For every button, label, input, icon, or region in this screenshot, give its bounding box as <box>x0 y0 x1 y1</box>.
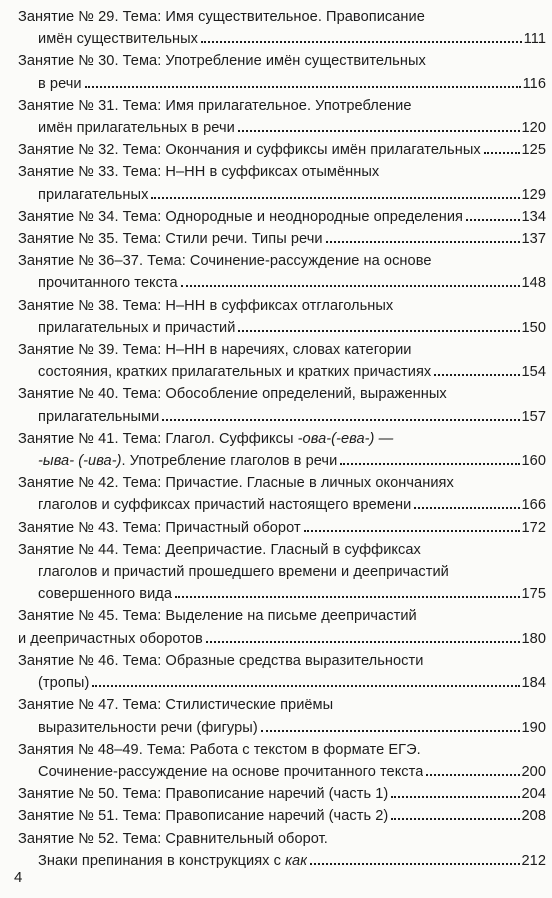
toc-entry-43[interactable] <box>18 517 546 539</box>
toc-entry-30[interactable] <box>18 50 546 94</box>
toc-page-number: 184 <box>521 675 546 692</box>
toc-entry-title-cont <box>38 850 307 872</box>
toc-entry-29[interactable] <box>18 6 546 50</box>
word-italic-kak: как <box>285 852 308 869</box>
toc-entry-title: Занятие № 44. Тема: Деепричастие. Гласный в суффиксах <box>18 541 421 558</box>
toc-entry-title-cont: прилагательными <box>38 408 160 425</box>
toc-entry-title: Занятие № 50. Тема: Правописание наречий (часть 1) <box>18 786 389 803</box>
dot-leader <box>391 818 519 820</box>
toc-page-number: 172 <box>521 519 546 536</box>
toc-entry-title-cont: (тропы) <box>38 675 90 692</box>
toc-entry-title-cont: имён прилагательных в речи <box>38 120 235 137</box>
dot-leader <box>181 285 520 287</box>
toc-entry-title-tail: . Употребление глаголов в речи <box>121 453 338 470</box>
toc-entry-title: Занятие № 40. Тема: Обособление определений, выраженных <box>18 386 447 403</box>
toc-entry-title-cont: прилагательных <box>38 186 149 203</box>
toc-entry-39[interactable] <box>18 339 546 383</box>
toc-entry-title-cont: прилагательных и причастий <box>38 319 236 336</box>
toc-entry-51[interactable] <box>18 805 546 827</box>
toc-entry-31[interactable] <box>18 95 546 139</box>
toc-entry-title-cont: прочитанного текста <box>38 275 178 292</box>
toc-page-number: 180 <box>521 630 546 647</box>
toc-entry-title: Занятие № 47. Тема: Стилистические приёмы <box>18 697 334 714</box>
dot-leader <box>175 596 519 598</box>
toc-page-number: 166 <box>521 497 546 514</box>
dot-leader <box>238 130 520 132</box>
toc-entry-40[interactable] <box>18 383 546 427</box>
toc-entry-title: Занятие № 36–37. Тема: Сочинение-рассуждение на основе <box>18 253 432 270</box>
toc-entry-title-cont: глаголов и суффиксах причастий настоящего времени <box>38 497 412 514</box>
toc-entry-title: Занятие № 34. Тема: Однородные и неоднородные определения <box>18 208 463 225</box>
dot-leader <box>426 774 519 776</box>
toc-page-number: 116 <box>522 75 546 92</box>
dot-leader <box>310 863 519 865</box>
toc-entry-title-cont: и деепричастных оборотов <box>18 630 203 647</box>
toc-entry-50[interactable] <box>18 783 546 805</box>
toc-page-number: 160 <box>521 453 546 470</box>
page-number: 4 <box>14 869 23 886</box>
toc-entry-title: Занятие № 32. Тема: Окончания и суффиксы имён прилагательных <box>18 142 481 159</box>
toc-entry-title: Занятие № 46. Тема: Образные средства выразительности <box>18 652 424 669</box>
toc-entry-title-line <box>18 428 546 450</box>
toc-entry-title: Занятие № 29. Тема: Имя существительное. Правописание <box>18 9 425 25</box>
dot-leader <box>92 685 519 687</box>
toc-page-number: 208 <box>521 808 546 825</box>
toc-entry-45[interactable] <box>18 605 546 649</box>
toc-entry-title-cont <box>38 450 337 472</box>
toc-entry-title-cont: имён существительных <box>38 31 198 48</box>
toc-entry-38[interactable] <box>18 295 546 339</box>
toc-page-number: 212 <box>521 852 546 869</box>
toc-entry-title-cont: Сочинение-рассуждение на основе прочитанного текста <box>38 763 424 780</box>
dot-leader <box>340 463 519 465</box>
dot-leader <box>151 197 519 199</box>
toc-entry-title: Занятие № 33. Тема: Н–НН в суффиксах отымённых <box>18 164 380 181</box>
toc-page-number: 129 <box>521 186 546 203</box>
table-of-contents <box>18 6 546 872</box>
toc-entry-title-cont: в речи <box>38 75 82 92</box>
toc-entry-title-cont: выразительности речи (фигуры) <box>38 719 258 736</box>
toc-entry-title: Занятия № 48–49. Тема: Работа с текстом в формате ЕГЭ. <box>18 741 421 758</box>
toc-entry-title: Занятие № 42. Тема: Причастие. Гласные в личных окончаниях <box>18 475 454 492</box>
dot-leader <box>162 419 519 421</box>
toc-page-number: 137 <box>521 231 546 248</box>
toc-page-number: 111 <box>523 31 546 48</box>
toc-page-number: 157 <box>521 408 546 425</box>
dot-leader <box>466 219 520 221</box>
toc-entry-title: Занятие № 41. Тема: Глагол. Суффиксы <box>18 430 298 447</box>
toc-page-number: 134 <box>521 208 546 225</box>
toc-entry-title: Занятие № 35. Тема: Стили речи. Типы речи <box>18 231 323 248</box>
toc-page-number: 190 <box>521 719 546 736</box>
toc-entry-47[interactable] <box>18 694 546 738</box>
toc-entry-title: Занятие № 30. Тема: Употребление имён существительных <box>18 53 426 70</box>
dot-leader <box>434 374 519 376</box>
dot-leader <box>414 507 519 509</box>
toc-entry-title: Занятие № 43. Тема: Причастный оборот <box>18 519 301 536</box>
toc-entry-52[interactable] <box>18 828 546 872</box>
dot-leader <box>201 41 522 43</box>
suffix-italic-yva: -ыва- (-ива-) <box>38 453 122 470</box>
toc-entry-48-49[interactable] <box>18 739 546 783</box>
toc-entry-33[interactable] <box>18 161 546 205</box>
toc-entry-title: Занятие № 31. Тема: Имя прилагательное. Употребление <box>18 97 412 114</box>
toc-entry-35[interactable] <box>18 228 546 250</box>
suffix-italic-ova: -ова-(-ева-) — <box>297 430 394 447</box>
dot-leader <box>206 641 520 643</box>
dot-leader <box>326 241 520 243</box>
dot-leader <box>261 730 520 732</box>
dot-leader <box>484 152 520 154</box>
toc-page-number: 154 <box>521 364 546 381</box>
toc-entry-title: Занятие № 39. Тема: Н–НН в наречиях, словах категории <box>18 342 412 359</box>
dot-leader <box>85 86 521 88</box>
toc-page-number: 200 <box>521 763 546 780</box>
toc-entry-44[interactable] <box>18 539 546 606</box>
toc-entry-title: Занятие № 52. Тема: Сравнительный оборот. <box>18 830 328 847</box>
dot-leader <box>391 796 519 798</box>
toc-entry-title: Занятие № 45. Тема: Выделение на письме деепричастий <box>18 608 417 625</box>
toc-entry-41[interactable] <box>18 428 546 472</box>
toc-entry-title: Занятие № 38. Тема: Н–НН в суффиксах отглагольных <box>18 297 394 314</box>
toc-page-number: 125 <box>521 142 546 159</box>
toc-entry-36-37[interactable] <box>18 250 546 294</box>
toc-page-number: 175 <box>521 586 546 603</box>
toc-entry-title-text: Знаки препинания в конструкциях с <box>38 852 286 869</box>
toc-page-number: 148 <box>521 275 546 292</box>
toc-entry-42[interactable] <box>18 472 546 516</box>
toc-entry-46[interactable] <box>18 650 546 694</box>
toc-page-number: 204 <box>521 786 546 803</box>
toc-entry-title-cont: состояния, кратких прилагательных и кратких причастиях <box>38 364 432 381</box>
toc-page-number: 150 <box>521 319 546 336</box>
toc-entry-title: Занятие № 51. Тема: Правописание наречий (часть 2) <box>18 808 389 825</box>
toc-page-number: 120 <box>521 120 546 137</box>
toc-entry-title-cont: совершенного вида <box>38 586 173 603</box>
toc-entry-32[interactable] <box>18 139 546 161</box>
toc-entry-title-cont: глаголов и причастий прошедшего времени и деепричастий <box>38 564 449 581</box>
dot-leader <box>304 530 520 532</box>
toc-entry-34[interactable] <box>18 206 546 228</box>
dot-leader <box>238 330 519 332</box>
